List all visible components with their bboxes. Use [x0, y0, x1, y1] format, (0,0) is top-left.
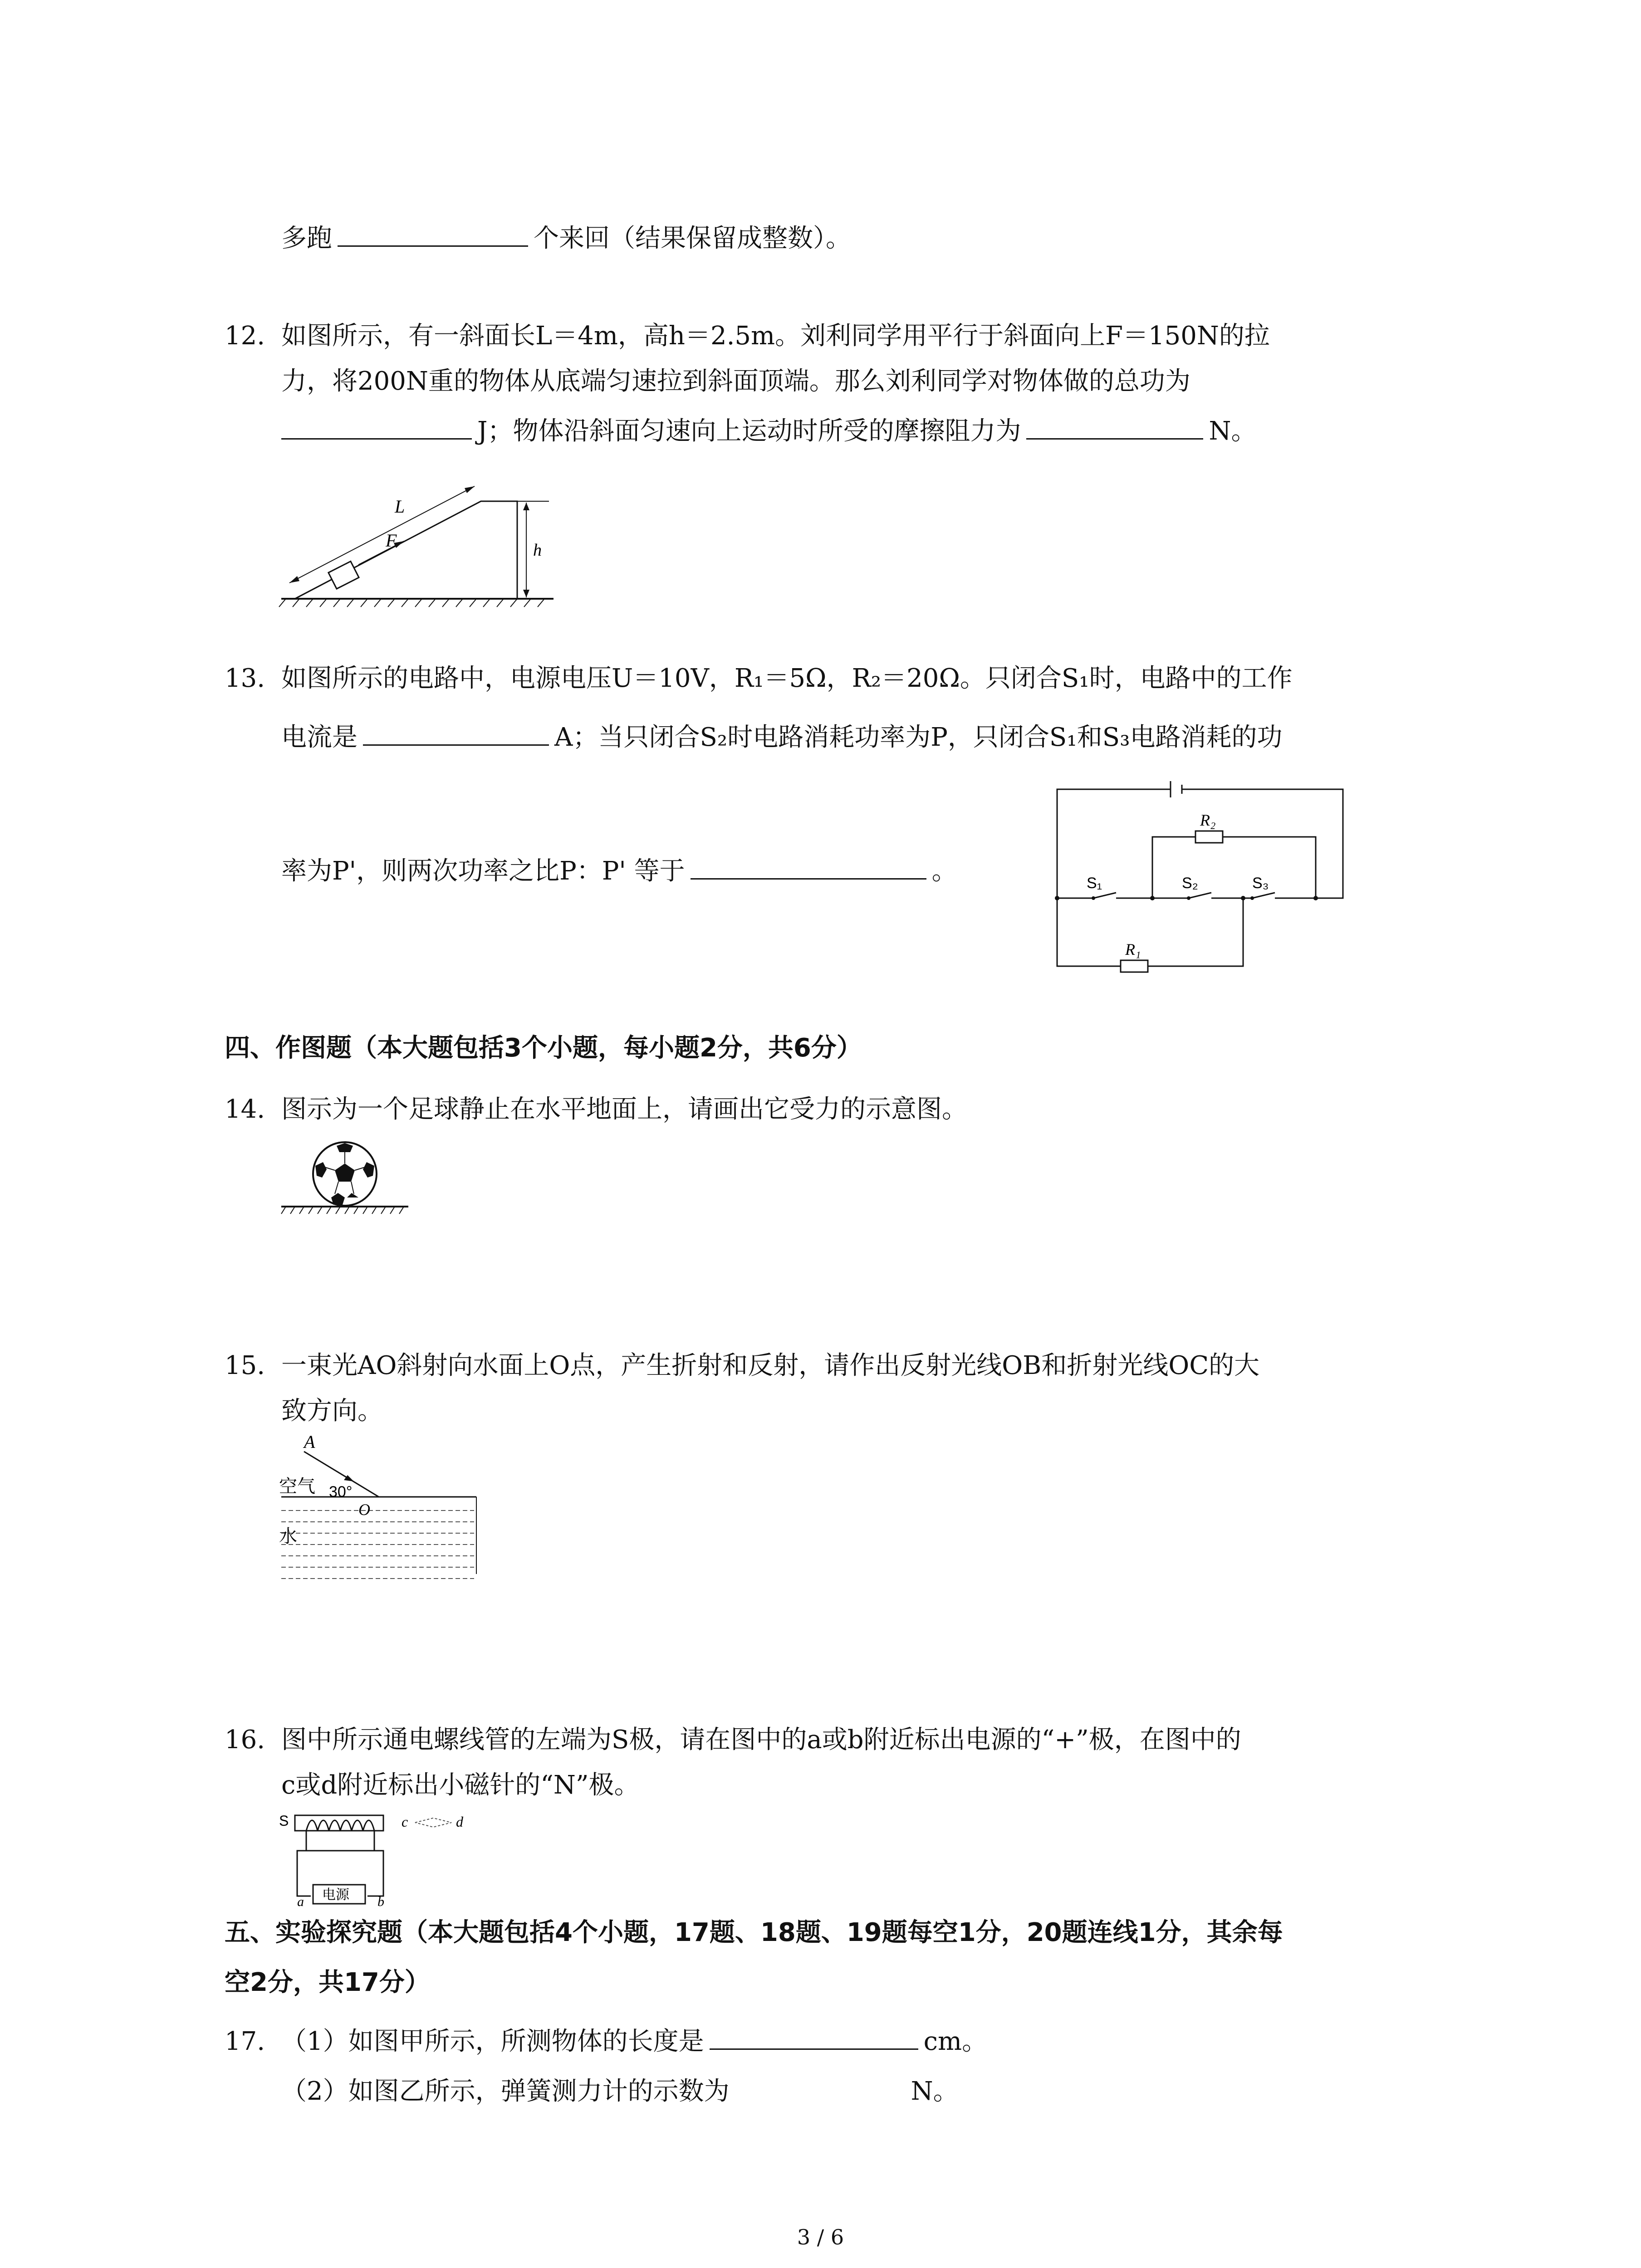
q12-line3 — [281, 415, 1256, 448]
section4-title: 四、作图题（本大题包括3个小题，每小题2分，共6分） — [225, 1033, 862, 1063]
q15-number: 15. — [225, 1351, 265, 1380]
q17-length-blank[interactable] — [710, 2026, 918, 2050]
q13-label-S2: S₂ — [1182, 875, 1198, 892]
q13-label-R2: R₂ — [1200, 811, 1216, 829]
q14-football-figure — [281, 1134, 417, 1225]
q12-line2: 力，将200N重的物体从底端匀速拉到斜面顶端。那么刘利同学对物体做的总功为 — [281, 367, 1190, 396]
q16-number: 16. — [225, 1725, 265, 1755]
q16-label-a: a — [297, 1894, 304, 1909]
q15-label-water: 水 — [279, 1526, 297, 1547]
q13-line3-a: 率为P'，则两次功率之比P：P' 等于 — [281, 856, 685, 886]
q15-label-angle: 30° — [329, 1483, 353, 1501]
q17-part2-a: （2）如图乙所示，弹簧测力计的示数为 — [281, 2077, 730, 2106]
q14-text: 图示为一个足球静止在水平地面上，请画出它受力的示意图。 — [281, 1095, 967, 1124]
q13-line2-a: 电流是 — [281, 723, 358, 752]
q13-line2-b: A；当只闭合S₂时电路消耗功率为P，只闭合S₁和S₃电路消耗的功 — [554, 723, 1283, 752]
q13-number: 13. — [225, 664, 265, 693]
section5-title-line1: 五、实验探究题（本大题包括4个小题，17题、18题、19题每空1分，20题连线1分，其余每 — [225, 1918, 1283, 1947]
q13-label-R1: R₁ — [1125, 940, 1141, 958]
q11-prefix: 多跑 — [281, 224, 332, 253]
q16-label-d: d — [456, 1813, 463, 1830]
q13-label-S1: S₁ — [1087, 875, 1102, 892]
q11-suffix: 个来回（结果保留成整数）。 — [534, 224, 851, 253]
q17-part2-b: N。 — [911, 2077, 959, 2106]
q13-line3 — [281, 855, 957, 888]
q16-solenoid-figure — [277, 1805, 531, 1909]
q13-circuit-figure — [1053, 776, 1352, 975]
q15-label-O: O — [358, 1501, 370, 1519]
q17-part1 — [281, 2025, 987, 2058]
q13-label-S3: S₃ — [1252, 875, 1269, 892]
q12-label-L: L — [395, 496, 405, 517]
q13-line1: 如图所示的电路中，电源电压U＝10V，R₁＝5Ω，R₂＝20Ω。只闭合S₁时，电路中的工作 — [281, 664, 1293, 693]
q17-part1-a: （1）如图甲所示，所测物体的长度是 — [281, 2027, 704, 2056]
q15-line1: 一束光AO斜射向水面上O点，产生折射和反射，请作出反射光线OB和折射光线OC的大 — [281, 1351, 1260, 1380]
q11-tail-line — [281, 222, 851, 255]
q13-ratio-blank[interactable] — [691, 855, 926, 880]
q14-number: 14. — [225, 1095, 265, 1124]
page-number: 3 / 6 — [797, 2225, 844, 2249]
q15-refraction-figure — [277, 1433, 481, 1588]
q15-line2: 致方向。 — [281, 1396, 383, 1426]
q13-current-blank[interactable] — [363, 722, 549, 746]
q16-label-S: S — [279, 1813, 289, 1829]
q17-part2 — [281, 2075, 959, 2108]
q12-line1: 如图所示，有一斜面长L＝4m，高h＝2.5m。刘利同学用平行于斜面向上F＝150N的拉 — [281, 321, 1270, 351]
q12-friction-blank[interactable] — [1026, 415, 1203, 440]
q16-label-c: c — [402, 1813, 408, 1830]
q16-label-b: b — [377, 1894, 384, 1909]
section5-title-line2: 空2分，共17分） — [225, 1968, 430, 1997]
q12-incline-figure — [272, 490, 563, 612]
q16-line1: 图中所示通电螺线管的左端为S极，请在图中的a或b附近标出电源的“+”极，在图中的 — [281, 1725, 1241, 1755]
q13-line3-b: 。 — [931, 856, 957, 886]
q12-work-blank[interactable] — [281, 415, 472, 440]
q15-label-air: 空气 — [279, 1476, 315, 1497]
q17-number: 17. — [225, 2027, 265, 2056]
q17-part1-b: cm。 — [923, 2027, 988, 2056]
q12-line3-a: J；物体沿斜面匀速向上运动时所受的摩擦阻力为 — [477, 416, 1021, 446]
q12-label-F: F — [386, 530, 397, 551]
q15-label-A: A — [304, 1432, 315, 1452]
q12-number: 12. — [225, 321, 265, 351]
q16-line2: c或d附近标出小磁针的“N”极。 — [281, 1770, 640, 1800]
q11-answer-blank[interactable] — [338, 223, 528, 247]
q16-label-source: 电源 — [322, 1887, 349, 1903]
q12-line3-b: N。 — [1209, 416, 1257, 446]
q13-line2 — [281, 721, 1283, 754]
q12-label-h: h — [533, 541, 542, 560]
